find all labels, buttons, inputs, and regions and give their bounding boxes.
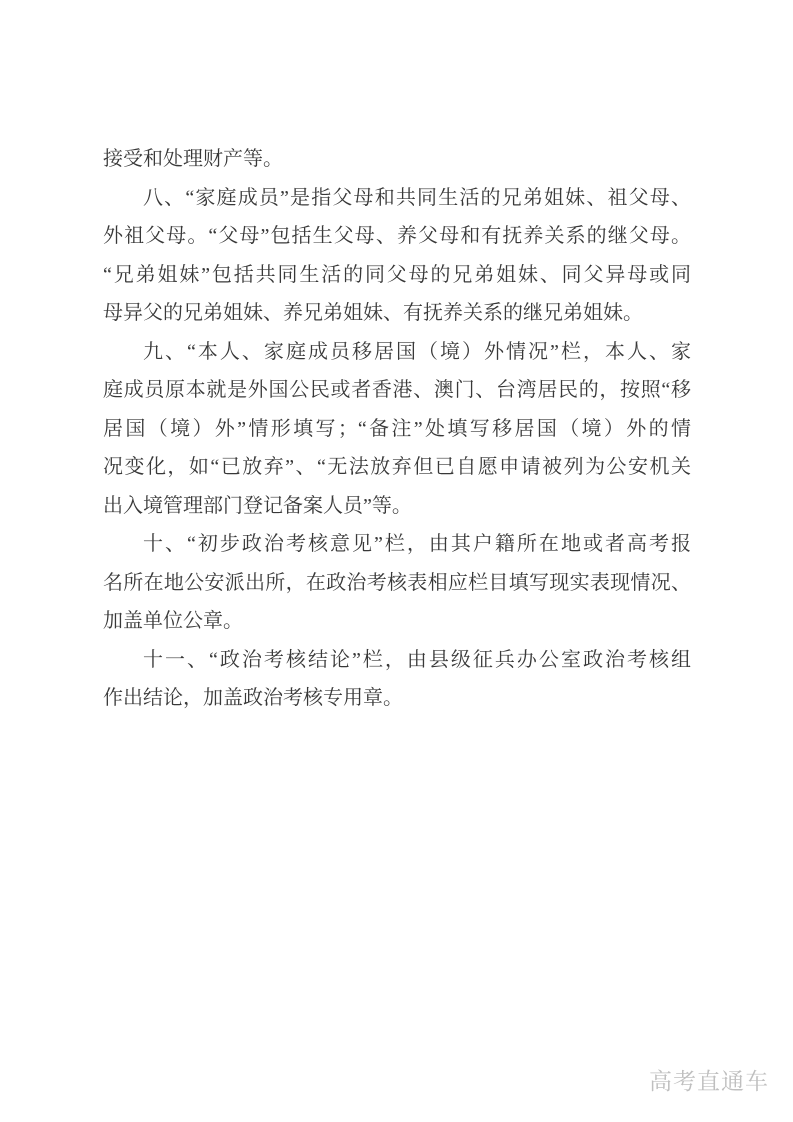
text-line: 接受和处理财产等。 (103, 148, 283, 170)
paragraph-continuation (103, 140, 691, 179)
paragraph-9 (103, 333, 691, 526)
watermark: 高考直通车 (649, 1068, 769, 1094)
text-line: 十一、“政治考核结论”栏，由县级征兵办公室政治考核组 (143, 648, 691, 671)
document-body (103, 140, 691, 718)
paragraph-10 (103, 525, 691, 641)
paragraph-8 (103, 179, 691, 333)
text-line: 况变化，如“已放弃”、“无法放弃但已自愿申请被列为公安机关 (103, 456, 691, 478)
text-line: “兄弟姐妹”包括共同生活的同父母的兄弟姐妹、同父异母或同 (103, 263, 691, 286)
text-line: 庭成员原本就是外国公民或者香港、澳门、台湾居民的，按照“移 (103, 379, 691, 401)
text-line: 居国（境）外”情形填写；“备注”处填写移居国（境）外的情 (103, 417, 691, 440)
text-line: 母异父的兄弟姐妹、养兄弟姐妹、有抚养关系的继兄弟姐妹。 (103, 302, 643, 324)
text-line: 八、“家庭成员”是指父母和共同生活的兄弟姐妹、祖父母、 (143, 186, 691, 209)
text-line: 外祖父母。“父母”包括生父母、养父母和有抚养关系的继父母。 (103, 225, 691, 247)
paragraph-11 (103, 641, 691, 718)
text-line: 加盖单位公章。 (103, 610, 243, 632)
text-line: 作出结论，加盖政治考核专用章。 (103, 687, 403, 709)
text-line: 名所在地公安派出所，在政治考核表相应栏目填写现实表现情况、 (103, 571, 691, 594)
text-line: 九、“本人、家庭成员移居国（境）外情况”栏，本人、家 (143, 340, 691, 363)
text-line: 出入境管理部门登记备案人员”等。 (103, 494, 412, 517)
text-line: 十、“初步政治考核意见”栏，由其户籍所在地或者高考报 (143, 533, 691, 555)
